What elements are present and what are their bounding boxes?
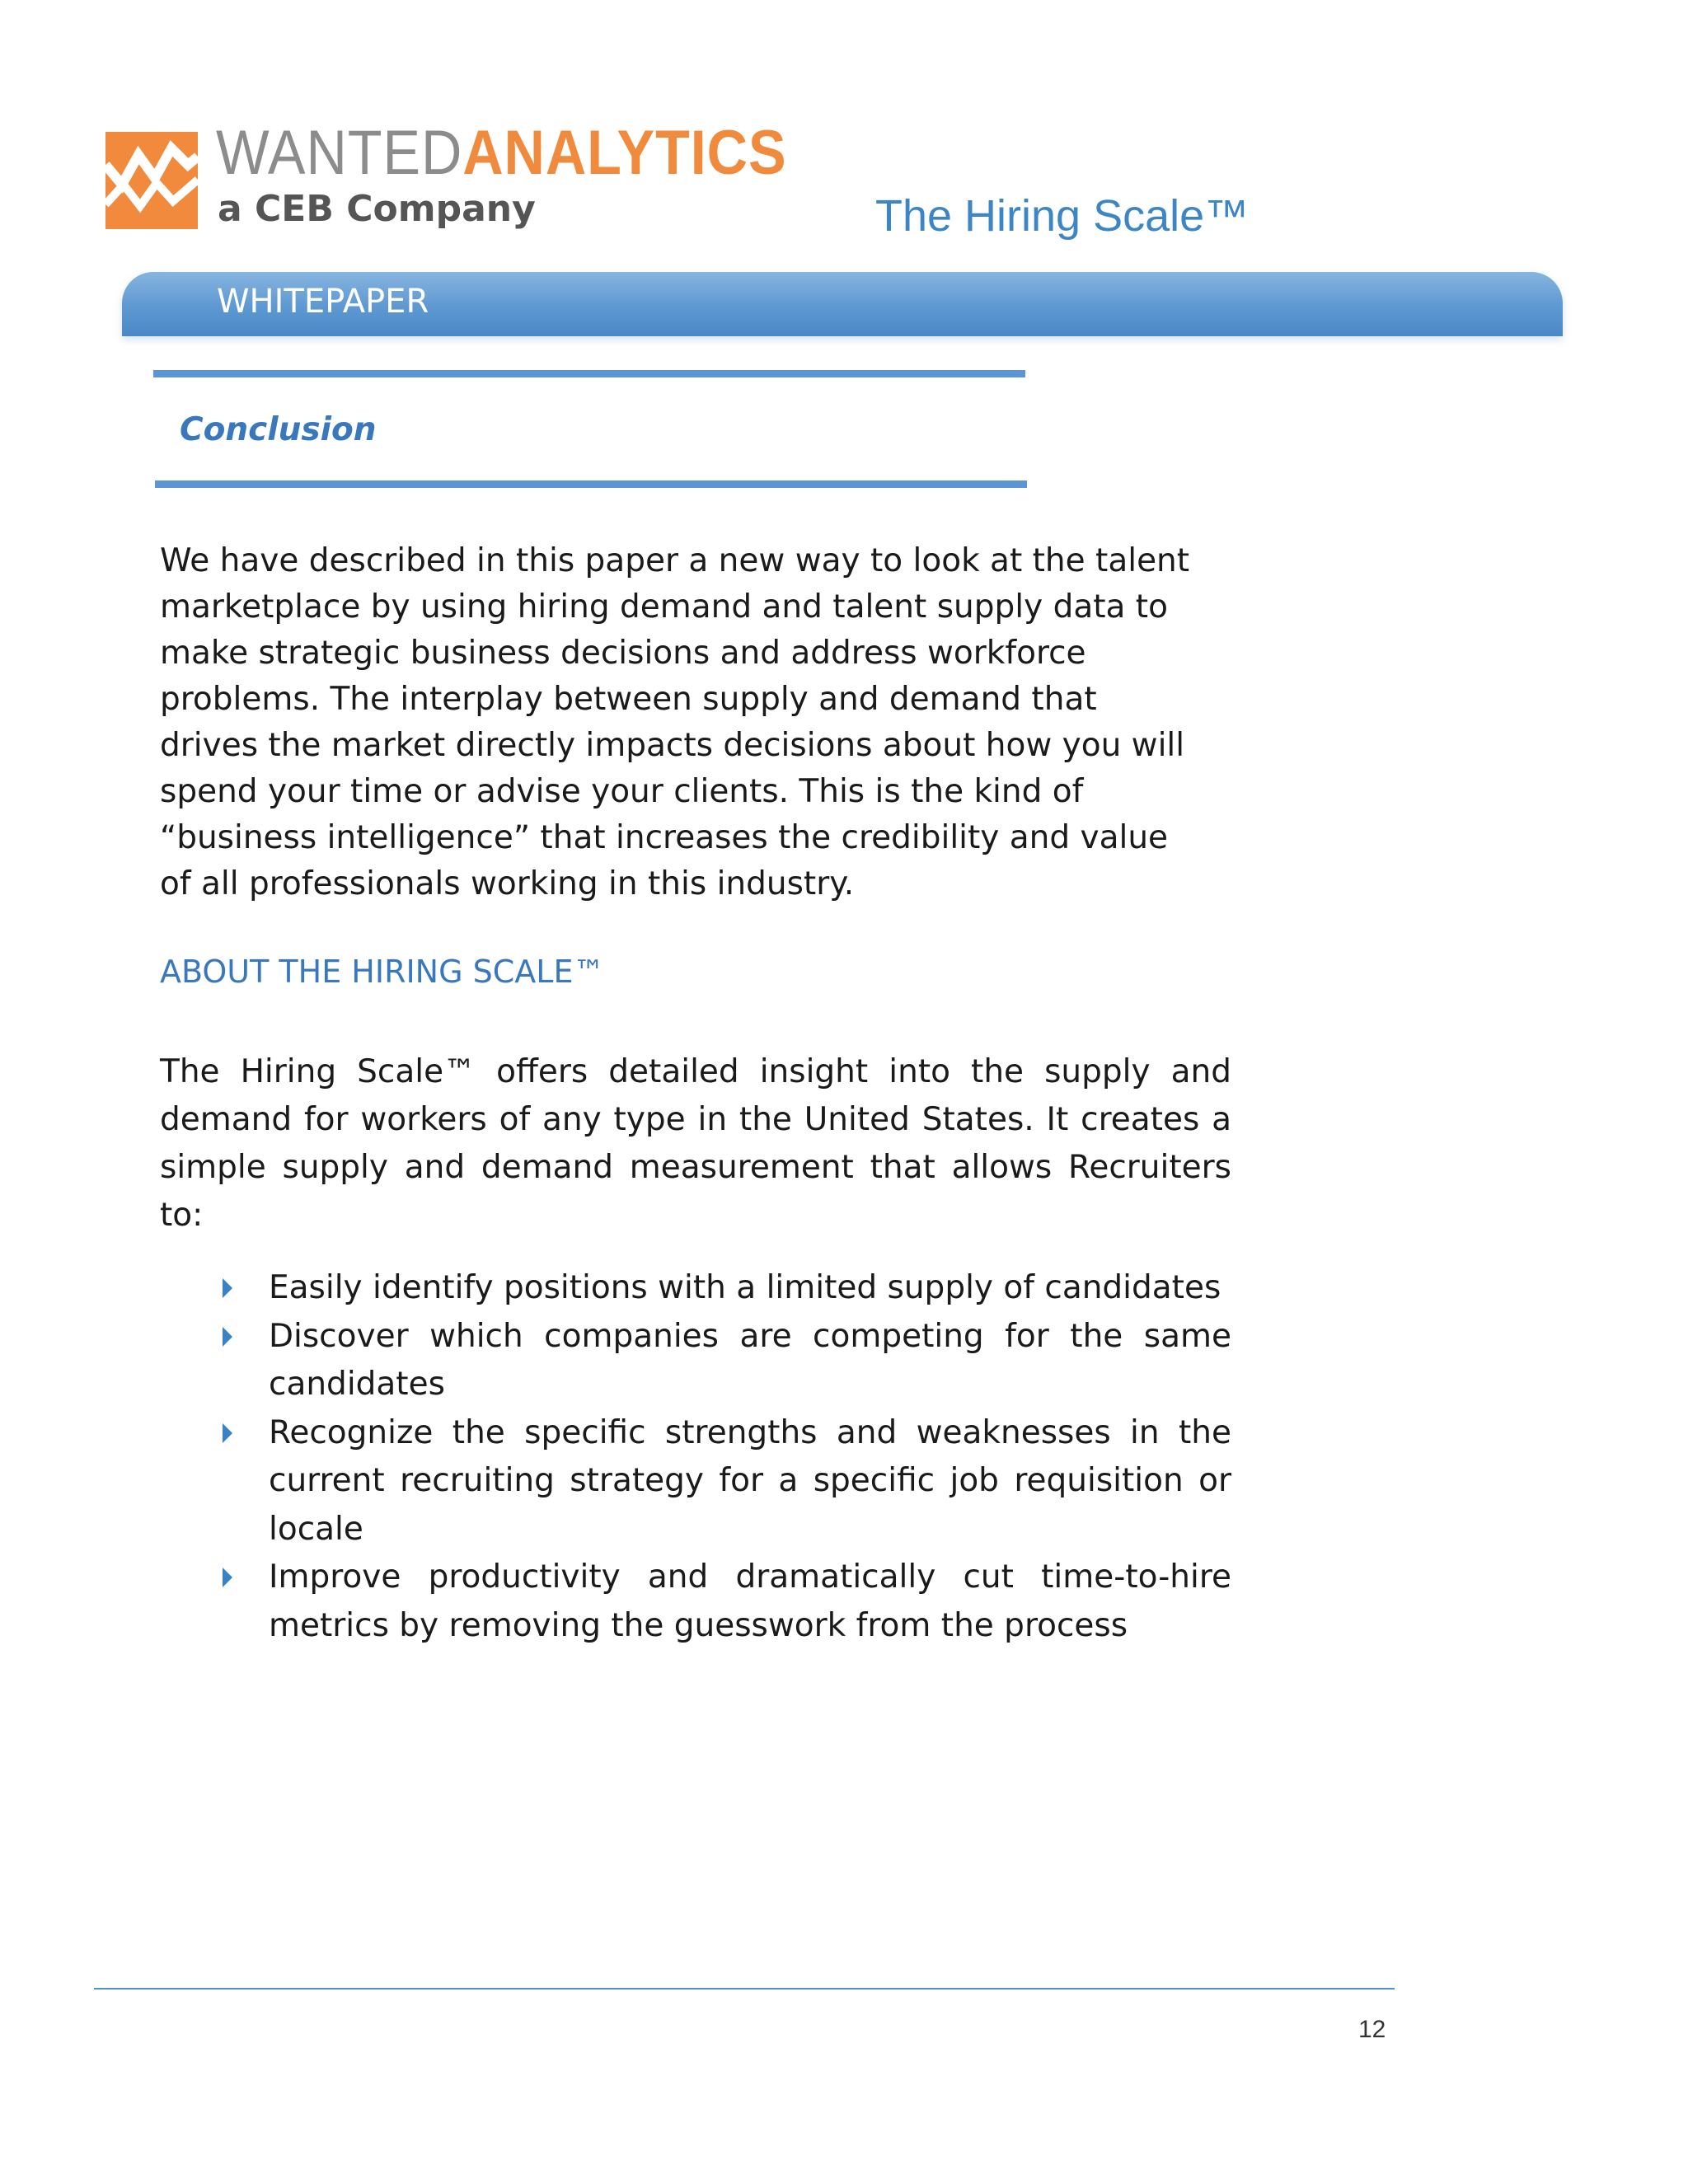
footer-rule	[94, 1988, 1395, 1990]
bullet-arrow-icon	[223, 1278, 232, 1298]
list-item-text: Easily identify positions with a limited supply of candidates	[269, 1269, 1221, 1306]
section-top-rule	[153, 370, 1025, 377]
page-number: 12	[1358, 2016, 1386, 2043]
whitepaper-label: WHITEPAPER	[217, 283, 429, 321]
conclusion-paragraph: We have described in this paper a new way to look at the talent marketplace by using hiring demand and talent supply data to make strategic business decisions and address workforce problems. The interplay between supply and demand that drives the market directly impacts decisions about how you will spend your time or advise your clients. This is the kind of “business intelligence” that increases the credibility and value of all professionals working in this industry.	[160, 542, 1190, 902]
list-item	[160, 1313, 1231, 1409]
document-title: The Hiring Scale™	[875, 191, 1250, 241]
brand-subtitle: a CEB Company	[218, 188, 536, 230]
list-item-text: Recognize the specific strengths and weaknesses in the current recruiting strategy for a specific job requisition or locale	[269, 1413, 1231, 1548]
list-item-text: Improve productivity and dramatically cut time-to-hire metrics by removing the guesswork from the process	[269, 1558, 1231, 1644]
list-item-text: Discover which companies are competing for the same candidates	[269, 1317, 1231, 1403]
feature-list	[160, 1264, 1231, 1650]
about-heading: ABOUT THE HIRING SCALE™	[160, 954, 605, 990]
bullet-arrow-icon	[223, 1327, 232, 1347]
brand-logo-icon	[106, 132, 198, 229]
brand-wanted-text: WANTED	[216, 118, 463, 188]
brand-analytics-text: ANALYTICS	[462, 118, 787, 188]
list-item	[160, 1554, 1231, 1650]
list-item	[160, 1409, 1231, 1554]
section-bottom-rule	[155, 480, 1027, 488]
list-item	[160, 1264, 1231, 1313]
section-heading: Conclusion	[180, 411, 377, 448]
bullet-arrow-icon	[223, 1568, 232, 1587]
brand-wordmark	[216, 118, 787, 188]
whitepaper-band	[122, 272, 1563, 336]
about-paragraph: The Hiring Scale™ offers detailed insight into the supply and demand for workers of any type in the United States. It creates a simple supply and demand measurement that allows Recruiters to:	[160, 1053, 1231, 1234]
bullet-arrow-icon	[223, 1423, 232, 1443]
